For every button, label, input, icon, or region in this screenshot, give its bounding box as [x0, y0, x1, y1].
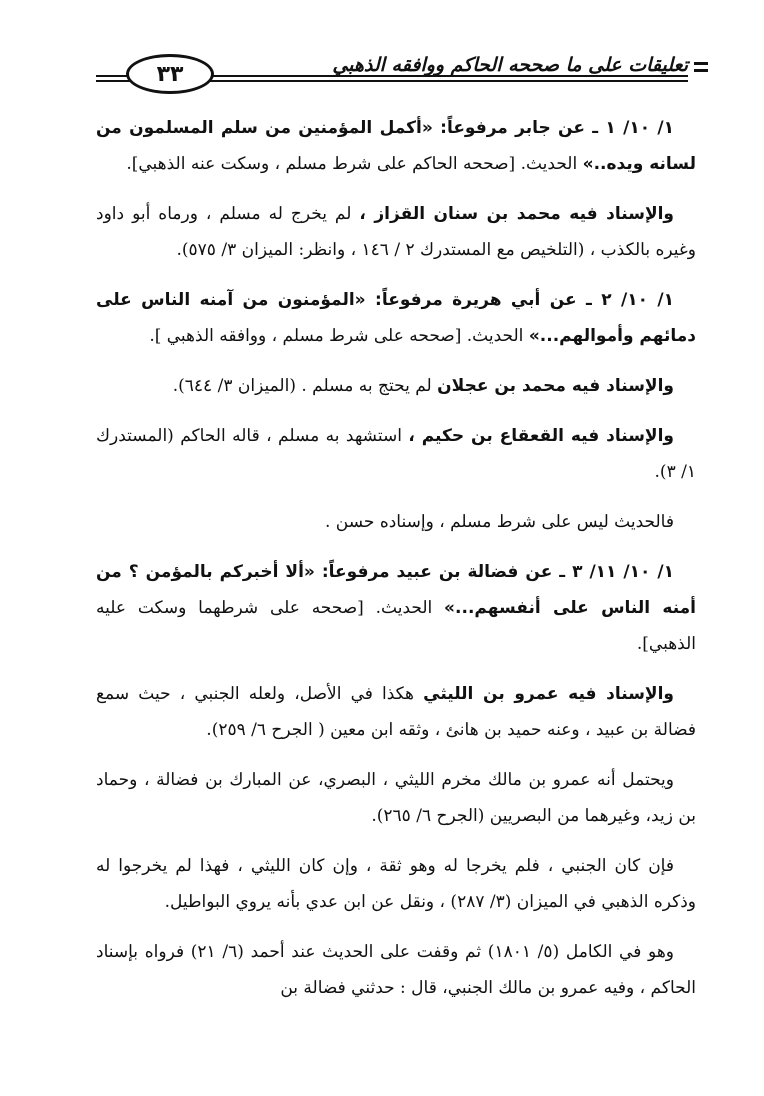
- paragraph-lead: والإسناد فيه عمرو بن الليثي: [423, 684, 674, 704]
- paragraph-text: وهو في الكامل (٥/ ١٨٠١) ثم وقفت على الحديث عند أحمد (٦/ ٢١) فرواه بإسناد الحاكم ، وفيه عمرو بن مالك الجنبي، قال : حدثني فضالة بن: [96, 942, 696, 998]
- paragraph: [96, 110, 696, 182]
- paragraph: [96, 848, 696, 920]
- header-title: تعليقات على ما صححه الحاكم ووافقه الذهبي: [332, 54, 688, 76]
- paragraph: [96, 762, 696, 834]
- paragraph-text: الحديث. [صححه على شرطهما وسكت عليه الذهبي].: [96, 598, 696, 654]
- paragraph-text: هكذا في الأصل، ولعله الجنبي ، حيث سمع فضالة بن عبيد ، وعنه حميد بن هانئ ، وثقه ابن معين ( الجرح ٦/ ٢٥٩).: [96, 684, 696, 740]
- header-ornament: [694, 62, 708, 72]
- paragraph-text: الحديث. [صححه على شرط مسلم ، ووافقه الذهبي ].: [149, 326, 529, 346]
- paragraph: [96, 368, 696, 404]
- paragraph: [96, 282, 696, 354]
- paragraph-lead: والإسناد فيه محمد بن سنان القزاز ،: [359, 204, 674, 224]
- paragraph-lead: والإسناد فيه القعقاع بن حكيم ،: [408, 426, 674, 446]
- paragraph-text: لم يحتج به مسلم . (الميزان ٣/ ٦٤٤).: [172, 376, 438, 396]
- paragraph: [96, 504, 696, 540]
- paragraph: [96, 196, 696, 268]
- paragraph: [96, 934, 696, 1006]
- paragraph-text: ويحتمل أنه عمرو بن مالك مخرم الليثي ، البصري، عن المبارك بن فضالة ، وحماد بن زيد، وغيرهما من البصريين (الجرح ٦/ ٢٦٥).: [96, 770, 696, 826]
- paragraph-text: الحديث. [صححه الحاكم على شرط مسلم ، وسكت عنه الذهبي].: [126, 154, 583, 174]
- paragraph-text: لم يخرج له مسلم ، ورماه أبو داود وغيره بالكذب ، (التلخيص مع المستدرك ٢ / ١٤٦ ، وانظر: الميزان ٣/ ٥٧٥).: [96, 204, 696, 260]
- paragraph-lead: ١/ ١٠/ ١ ـ عن جابر مرفوعاً: «أكمل المؤمنين من سلم المسلمون من لسانه ويده..»: [96, 118, 696, 174]
- paragraph-lead: ١/ ١٠/ ١١/ ٣ ـ عن فضالة بن عبيد مرفوعاً: «ألا أخبركم بالمؤمن ؟ من أمنه الناس على أنفسهم...»: [96, 562, 696, 618]
- paragraph-text: استشهد به مسلم ، قاله الحاكم (المستدرك ١/ ٣).: [96, 426, 696, 482]
- paragraph: [96, 418, 696, 490]
- paragraph-text: فالحديث ليس على شرط مسلم ، وإسناده حسن .: [325, 512, 674, 532]
- paragraph: [96, 554, 696, 662]
- paragraph-text: فإن كان الجنبي ، فلم يخرجا له وهو ثقة ، وإن كان الليثي ، فهذا لم يخرجوا له وذكره الذهبي في الميزان (٣/ ٢٨٧) ، ونقل عن ابن عدي بأنه يروي البواطيل.: [96, 856, 696, 912]
- page-body: [96, 110, 696, 1020]
- page-number: ٣٣: [126, 54, 214, 94]
- running-header: [96, 48, 688, 96]
- paragraph-lead: ١/ ١٠/ ٢ ـ عن أبي هريرة مرفوعاً: «المؤمنون من آمنه الناس على دمائهم وأموالهم...»: [96, 290, 696, 346]
- paragraph: [96, 676, 696, 748]
- paragraph-lead: والإسناد فيه محمد بن عجلان: [437, 376, 674, 396]
